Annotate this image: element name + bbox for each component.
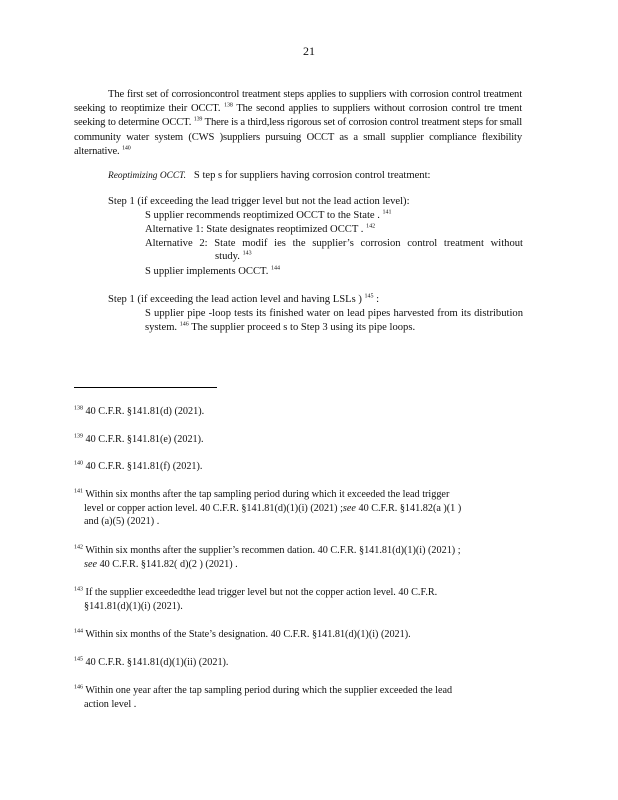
section-heading	[108, 170, 430, 181]
footnote-142: $^{142}$ Within six months after the supplier’s recommen dation. 40 C.F.R. §141.81(d)(1)(i) (2021) ; see 40 C.F.R. §141.82( d)(2 ) (2021) .	[74, 544, 461, 570]
footnote-ref-143[interactable]: 143	[242, 250, 252, 257]
body-paragraph	[74, 88, 522, 159]
sentence-3: There is a third,less rigorous set of corrosion control treatment steps for small community water system (CWS )suppliers pursuing OCCT as a small supplier compliance flexibility alternative.	[74, 117, 522, 157]
sentence-1: The first set of corrosioncontrol treatment steps applies to suppliers with corrosion control treatment seeking to reoptimize their OCCT.	[74, 89, 522, 115]
footnote-ref-138[interactable]: 138	[224, 102, 233, 109]
step-a-item-2: Alternative 1: State designates reoptimized OCCT . $^{142}$	[145, 223, 376, 235]
step-b-text: S upplier pipe -loop tests its finished water on lead pipes harvested from its distribution system. $^{146}$ The supplier proceed s to Step 3 using its pipe loops.	[145, 308, 523, 334]
footnote-ref-141[interactable]: 141	[382, 209, 392, 216]
footnote-ref-140[interactable]: 140	[122, 145, 131, 152]
footnote-143: $^{143}$ If the supplier exceededthe lead trigger level but not the copper action level. 40 C.F.R. §141.81(d)(1)(i) (2021).	[74, 586, 438, 612]
footnote-ref-145[interactable]: 145	[364, 293, 374, 300]
sentence-2: The second applies to suppliers without corrosion control tre tment seeking to determine OCCT.	[74, 103, 522, 129]
footnote-141: $^{141}$ Within six months after the tap sampling period during which it exceeded the lead trigger level or copper action level. 40 C.F.R. §141.81(d)(1)(i) (2021) ;see 40 C.F.R. §141.82(a )(1 ) and (a)(5) (2021) .	[74, 488, 462, 528]
step-a-item-4: S upplier implements OCCT. $^{144}$	[145, 265, 281, 277]
footnote-140: $^{140}$ 40 C.F.R. §141.81(f) (2021).	[74, 460, 203, 472]
step-b-title: Step 1 (if exceeding the lead action level and having LSLs ) $^{145}$ :	[108, 293, 380, 305]
page-number: 21	[303, 44, 315, 58]
footnote-146: $^{146}$ Within one year after the tap sampling period during which the supplier exceeded the lead action level .	[74, 684, 453, 710]
step-a-title: Step 1 (if exceeding the lead trigger level but not the lead action level):	[108, 196, 410, 207]
footnote-ref-142[interactable]: 142	[366, 223, 376, 230]
step-a-item-1: S upplier recommends reoptimized OCCT to the State . $^{141}$	[145, 209, 392, 221]
heading-text: S tep s for suppliers having corrosion control treatment:	[193, 170, 431, 181]
footnote-145: $^{145}$ 40 C.F.R. §141.81(d)(1)(ii) (2021).	[74, 656, 229, 668]
step-a-item-3: Alternative 2: State modif ies the supplier’s corrosion control treatment without	[145, 238, 523, 249]
footnote-139: $^{139}$ 40 C.F.R. §141.81(e) (2021).	[74, 433, 204, 445]
heading-italic: Reoptimizing OCCT.	[108, 171, 186, 181]
footnote-ref-144[interactable]: 144	[271, 265, 281, 272]
footnote-separator	[74, 387, 217, 388]
footnote-138: $^{138}$ 40 C.F.R. §141.81(d) (2021).	[74, 405, 205, 417]
footnote-144: $^{144}$ Within six months of the State’s designation. 40 C.F.R. §141.81(d)(1)(i) (2021).	[74, 628, 411, 640]
step-a-item-3-cont: study. $^{143}$	[215, 250, 252, 262]
footnote-ref-146[interactable]: 146	[179, 321, 189, 328]
footnote-ref-139[interactable]: 139	[193, 116, 203, 123]
